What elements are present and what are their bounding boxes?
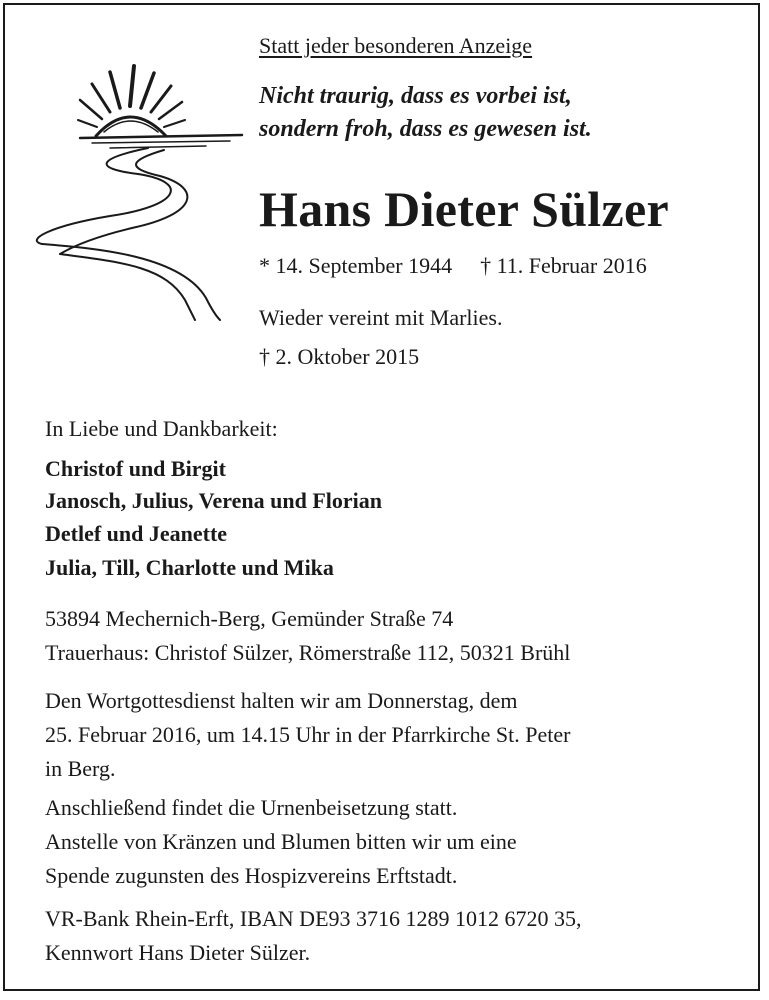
- note-line: Anstelle von Kränzen und Blumen bitten wir um eine: [45, 829, 517, 854]
- note-line: Spende zugunsten des Hospizvereins Erftstadt.: [45, 863, 458, 888]
- family-line: Detlef und Jeanette: [45, 521, 228, 546]
- family-line: Julia, Till, Charlotte und Mika: [45, 555, 334, 580]
- service-line: in Berg.: [45, 756, 116, 781]
- deceased-name: Hans Dieter Sülzer: [259, 181, 669, 237]
- partner-death-date: † 2. Oktober 2015: [259, 344, 420, 369]
- quote-line: sondern froh, dass es gewesen ist.: [259, 116, 592, 142]
- family-line: Janosch, Julius, Verena und Florian: [45, 488, 383, 513]
- life-dates: [259, 253, 647, 279]
- death-date: † 11. Februar 2016: [480, 253, 647, 278]
- sunset-path-icon: [30, 58, 245, 326]
- family-line: Christof und Birgit: [45, 456, 226, 481]
- service-line: Den Wortgottesdienst halten wir am Donnerstag, dem: [45, 688, 518, 713]
- intro-line: Statt jeder besonderen Anzeige: [259, 33, 533, 58]
- address-line: 53894 Mechernich-Berg, Gemünder Straße 74: [45, 606, 454, 631]
- quote-line: Nicht traurig, dass es vorbei ist,: [259, 83, 572, 109]
- bank-line: VR-Bank Rhein-Erft, IBAN DE93 3716 1289 1012 6720 35,: [45, 906, 582, 931]
- address-line: Trauerhaus: Christof Sülzer, Römerstraße 112, 50321 Brühl: [45, 640, 571, 665]
- note-line: Anschließend findet die Urnenbeisetzung statt.: [45, 795, 458, 820]
- service-line: 25. Februar 2016, um 14.15 Uhr in der Pfarrkirche St. Peter: [45, 722, 571, 747]
- reunited-line: Wieder vereint mit Marlies.: [259, 305, 503, 330]
- bank-line: Kennwort Hans Dieter Sülzer.: [45, 940, 311, 965]
- birth-date: * 14. September 1944: [259, 253, 453, 278]
- thanks-line: In Liebe und Dankbarkeit:: [45, 416, 278, 441]
